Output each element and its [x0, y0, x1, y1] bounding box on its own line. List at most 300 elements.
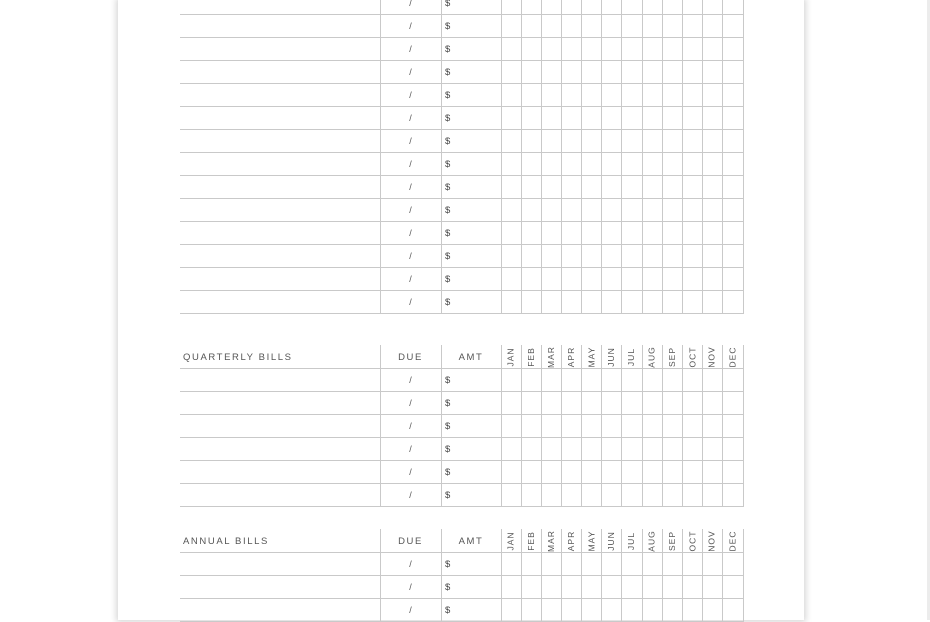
amount-field[interactable]: $	[445, 274, 451, 285]
due-date-field[interactable]: /	[409, 90, 412, 100]
grid-divider	[601, 61, 602, 84]
grid-divider	[702, 176, 703, 199]
grid-divider	[601, 392, 602, 415]
grid-divider	[621, 61, 622, 84]
grid-divider	[702, 130, 703, 153]
grid-divider	[702, 553, 703, 576]
bill-row[interactable]	[180, 199, 743, 222]
grid-divider	[501, 484, 502, 507]
grid-divider	[521, 268, 522, 291]
bill-row[interactable]	[180, 599, 743, 622]
due-date-field[interactable]: /	[409, 559, 412, 569]
grid-divider	[541, 130, 542, 153]
grid-divider	[441, 529, 442, 553]
due-date-field[interactable]: /	[409, 274, 412, 284]
grid-divider	[682, 107, 683, 130]
grid-divider	[601, 345, 602, 369]
grid-divider	[561, 130, 562, 153]
amount-field[interactable]: $	[445, 67, 451, 78]
grid-divider	[702, 38, 703, 61]
section-title: ANNUAL BILLS	[183, 536, 269, 547]
grid-divider	[380, 61, 381, 84]
grid-divider	[501, 268, 502, 291]
grid-divider	[662, 38, 663, 61]
grid-divider	[521, 130, 522, 153]
due-date-field[interactable]: /	[409, 136, 412, 146]
bill-row[interactable]	[180, 245, 743, 268]
grid-divider	[581, 461, 582, 484]
grid-divider	[541, 199, 542, 222]
grid-divider	[561, 107, 562, 130]
grid-divider	[380, 369, 381, 392]
grid-divider	[521, 61, 522, 84]
due-date-field[interactable]: /	[409, 67, 412, 77]
grid-divider	[581, 222, 582, 245]
grid-divider	[501, 438, 502, 461]
grid-divider	[662, 15, 663, 38]
month-header-jul	[621, 529, 641, 553]
grid-divider	[702, 438, 703, 461]
amount-field[interactable]: $	[445, 582, 451, 593]
grid-divider	[521, 245, 522, 268]
amount-field[interactable]: $	[445, 0, 451, 9]
grid-divider	[561, 153, 562, 176]
bill-row[interactable]	[180, 84, 743, 107]
grid-divider	[501, 84, 502, 107]
month-label: APR	[566, 346, 577, 368]
grid-divider	[441, 345, 442, 369]
bill-row[interactable]	[180, 576, 743, 599]
grid-divider	[441, 199, 442, 222]
grid-divider	[601, 415, 602, 438]
grid-divider	[662, 461, 663, 484]
month-header-sep	[662, 529, 682, 553]
amount-field[interactable]: $	[445, 251, 451, 262]
grid-divider	[441, 84, 442, 107]
grid-divider	[581, 268, 582, 291]
grid-divider	[561, 291, 562, 314]
grid-divider	[501, 599, 502, 622]
due-date-field[interactable]: /	[409, 582, 412, 592]
due-date-field[interactable]: /	[409, 113, 412, 123]
grid-divider	[380, 84, 381, 107]
grid-divider	[581, 130, 582, 153]
due-date-field[interactable]: /	[409, 444, 412, 454]
grid-divider	[702, 369, 703, 392]
grid-divider	[581, 199, 582, 222]
grid-divider	[642, 153, 643, 176]
amount-field[interactable]: $	[445, 421, 451, 432]
grid-divider	[601, 268, 602, 291]
grid-divider	[581, 176, 582, 199]
grid-divider	[561, 84, 562, 107]
grid-divider	[662, 553, 663, 576]
month-label: OCT	[687, 346, 698, 368]
grid-divider	[743, 176, 744, 199]
grid-divider	[561, 199, 562, 222]
grid-divider	[581, 61, 582, 84]
due-date-field[interactable]: /	[409, 228, 412, 238]
grid-divider	[521, 345, 522, 369]
bill-row[interactable]	[180, 268, 743, 291]
amount-field[interactable]: $	[445, 375, 451, 386]
month-label: SEP	[667, 530, 678, 552]
grid-divider	[541, 553, 542, 576]
grid-divider	[621, 107, 622, 130]
grid-divider	[662, 345, 663, 369]
due-date-field[interactable]: /	[409, 21, 412, 31]
amount-field[interactable]: $	[445, 159, 451, 170]
grid-divider	[702, 61, 703, 84]
grid-divider	[722, 176, 723, 199]
grid-divider	[702, 392, 703, 415]
grid-divider	[521, 438, 522, 461]
grid-divider	[561, 268, 562, 291]
grid-divider	[743, 392, 744, 415]
month-label: MAY	[586, 346, 597, 368]
grid-divider	[441, 107, 442, 130]
amount-column-header: AMT	[458, 352, 484, 363]
bill-row[interactable]	[180, 38, 743, 61]
grid-divider	[441, 291, 442, 314]
grid-divider	[581, 107, 582, 130]
month-header-jul	[621, 345, 641, 369]
due-date-field[interactable]: /	[409, 421, 412, 431]
grid-divider	[682, 268, 683, 291]
grid-divider	[621, 38, 622, 61]
due-date-field[interactable]: /	[409, 490, 412, 500]
grid-divider	[561, 222, 562, 245]
grid-divider	[541, 461, 542, 484]
bill-row[interactable]	[180, 415, 743, 438]
grid-line	[180, 313, 743, 314]
grid-divider	[743, 461, 744, 484]
grid-divider	[722, 222, 723, 245]
grid-divider	[380, 291, 381, 314]
grid-divider	[702, 461, 703, 484]
grid-divider	[702, 529, 703, 553]
grid-divider	[541, 61, 542, 84]
grid-divider	[662, 599, 663, 622]
grid-divider	[642, 38, 643, 61]
bill-row[interactable]	[180, 153, 743, 176]
due-date-field[interactable]: /	[409, 251, 412, 261]
bill-row[interactable]	[180, 291, 743, 314]
grid-divider	[621, 576, 622, 599]
grid-divider	[702, 0, 703, 15]
amount-field[interactable]: $	[445, 444, 451, 455]
bill-row[interactable]	[180, 553, 743, 576]
bill-row[interactable]	[180, 484, 743, 507]
grid-divider	[601, 553, 602, 576]
grid-divider	[722, 461, 723, 484]
grid-divider	[380, 345, 381, 369]
bill-row[interactable]	[180, 107, 743, 130]
due-date-field[interactable]: /	[409, 44, 412, 54]
grid-divider	[621, 529, 622, 553]
grid-divider	[541, 176, 542, 199]
grid-divider	[702, 576, 703, 599]
grid-divider	[581, 438, 582, 461]
grid-divider	[561, 176, 562, 199]
grid-divider	[642, 0, 643, 15]
grid-divider	[380, 599, 381, 622]
month-label: MAR	[546, 346, 557, 368]
grid-divider	[521, 222, 522, 245]
grid-divider	[441, 153, 442, 176]
bill-row[interactable]	[180, 61, 743, 84]
grid-divider	[380, 107, 381, 130]
amount-field[interactable]: $	[445, 136, 451, 147]
grid-divider	[501, 461, 502, 484]
grid-divider	[441, 222, 442, 245]
grid-divider	[601, 153, 602, 176]
grid-divider	[662, 438, 663, 461]
grid-divider	[682, 576, 683, 599]
bill-row[interactable]	[180, 130, 743, 153]
grid-divider	[541, 392, 542, 415]
grid-divider	[621, 599, 622, 622]
month-header-apr	[561, 345, 581, 369]
amount-field[interactable]: $	[445, 605, 451, 616]
bill-row[interactable]	[180, 461, 743, 484]
grid-divider	[743, 130, 744, 153]
month-header-nov	[702, 345, 722, 369]
grid-divider	[722, 107, 723, 130]
grid-divider	[743, 369, 744, 392]
amount-field[interactable]: $	[445, 182, 451, 193]
grid-divider	[642, 61, 643, 84]
grid-divider	[682, 61, 683, 84]
grid-divider	[441, 130, 442, 153]
grid-divider	[743, 529, 744, 553]
month-label: JUN	[606, 347, 616, 367]
month-header-jun	[601, 345, 621, 369]
grid-divider	[722, 599, 723, 622]
grid-divider	[561, 392, 562, 415]
grid-divider	[601, 461, 602, 484]
due-date-field[interactable]: /	[409, 605, 412, 615]
grid-divider	[702, 268, 703, 291]
grid-divider	[722, 392, 723, 415]
grid-divider	[642, 15, 643, 38]
grid-divider	[541, 529, 542, 553]
grid-divider	[501, 199, 502, 222]
grid-divider	[441, 576, 442, 599]
month-header-may	[581, 529, 601, 553]
amount-column-header: AMT	[458, 536, 484, 547]
amount-field[interactable]: $	[445, 490, 451, 501]
bill-row[interactable]	[180, 15, 743, 38]
grid-divider	[682, 484, 683, 507]
grid-divider	[501, 107, 502, 130]
month-header-apr	[561, 529, 581, 553]
month-label: JUN	[606, 531, 616, 551]
month-label: JUL	[626, 347, 636, 367]
grid-divider	[743, 0, 744, 15]
grid-divider	[722, 576, 723, 599]
grid-divider	[722, 245, 723, 268]
due-date-field[interactable]: /	[409, 297, 412, 307]
grid-divider	[521, 392, 522, 415]
grid-divider	[501, 176, 502, 199]
grid-divider	[621, 15, 622, 38]
grid-divider	[642, 345, 643, 369]
grid-divider	[682, 199, 683, 222]
grid-divider	[581, 369, 582, 392]
grid-divider	[380, 392, 381, 415]
due-date-field[interactable]: /	[409, 182, 412, 192]
grid-divider	[642, 415, 643, 438]
amount-field[interactable]: $	[445, 205, 451, 216]
grid-divider	[501, 553, 502, 576]
grid-divider	[743, 576, 744, 599]
grid-divider	[621, 84, 622, 107]
month-label: OCT	[687, 530, 698, 552]
grid-divider	[541, 484, 542, 507]
grid-divider	[380, 576, 381, 599]
month-label: AUG	[647, 346, 658, 368]
grid-divider	[601, 529, 602, 553]
grid-divider	[642, 176, 643, 199]
amount-field[interactable]: $	[445, 113, 451, 124]
grid-divider	[581, 553, 582, 576]
grid-divider	[501, 345, 502, 369]
month-header-may	[581, 345, 601, 369]
due-date-field[interactable]: /	[409, 0, 412, 8]
grid-divider	[601, 130, 602, 153]
grid-divider	[521, 415, 522, 438]
grid-divider	[682, 392, 683, 415]
grid-divider	[682, 438, 683, 461]
grid-divider	[621, 199, 622, 222]
grid-divider	[561, 415, 562, 438]
bill-row[interactable]	[180, 369, 743, 392]
grid-divider	[743, 222, 744, 245]
grid-divider	[642, 268, 643, 291]
month-label: DEC	[727, 530, 738, 552]
grid-divider	[702, 15, 703, 38]
month-label: MAY	[586, 530, 597, 552]
due-date-field[interactable]: /	[409, 159, 412, 169]
grid-divider	[722, 153, 723, 176]
amount-field[interactable]: $	[445, 44, 451, 55]
grid-divider	[441, 176, 442, 199]
grid-divider	[501, 291, 502, 314]
grid-divider	[601, 15, 602, 38]
grid-divider	[662, 268, 663, 291]
month-label: APR	[566, 530, 577, 552]
grid-divider	[642, 84, 643, 107]
month-label: NOV	[707, 530, 718, 552]
grid-divider	[521, 484, 522, 507]
grid-divider	[642, 107, 643, 130]
due-date-field[interactable]: /	[409, 205, 412, 215]
grid-divider	[601, 0, 602, 15]
due-date-field[interactable]: /	[409, 398, 412, 408]
grid-divider	[441, 392, 442, 415]
grid-divider	[541, 291, 542, 314]
grid-divider	[601, 199, 602, 222]
grid-divider	[601, 84, 602, 107]
grid-divider	[380, 461, 381, 484]
grid-divider	[743, 245, 744, 268]
grid-divider	[682, 38, 683, 61]
grid-divider	[662, 392, 663, 415]
amount-field[interactable]: $	[445, 90, 451, 101]
month-label: JUL	[626, 531, 636, 551]
month-header-jan	[501, 345, 521, 369]
quarterly-bills-section-header	[180, 345, 743, 369]
grid-divider	[380, 484, 381, 507]
grid-divider	[541, 15, 542, 38]
grid-divider	[380, 176, 381, 199]
grid-divider	[621, 245, 622, 268]
grid-divider	[662, 130, 663, 153]
grid-divider	[521, 529, 522, 553]
grid-divider	[722, 199, 723, 222]
month-header-oct	[682, 345, 702, 369]
grid-divider	[621, 461, 622, 484]
amount-field[interactable]: $	[445, 467, 451, 478]
month-header-nov	[702, 529, 722, 553]
bill-row[interactable]	[180, 176, 743, 199]
grid-divider	[621, 268, 622, 291]
grid-divider	[702, 599, 703, 622]
grid-divider	[621, 176, 622, 199]
grid-divider	[642, 369, 643, 392]
grid-divider	[642, 199, 643, 222]
grid-divider	[743, 599, 744, 622]
grid-divider	[380, 15, 381, 38]
grid-divider	[521, 0, 522, 15]
month-header-mar	[541, 345, 561, 369]
grid-divider	[561, 553, 562, 576]
bill-row[interactable]	[180, 0, 743, 15]
grid-divider	[441, 415, 442, 438]
month-header-oct	[682, 529, 702, 553]
month-header-sep	[662, 345, 682, 369]
amount-field[interactable]: $	[445, 297, 451, 308]
grid-divider	[501, 15, 502, 38]
grid-divider	[541, 345, 542, 369]
amount-field[interactable]: $	[445, 398, 451, 409]
amount-field[interactable]: $	[445, 559, 451, 570]
bill-row[interactable]	[180, 438, 743, 461]
month-label: JAN	[506, 347, 516, 367]
grid-divider	[662, 484, 663, 507]
grid-divider	[743, 268, 744, 291]
amount-field[interactable]: $	[445, 228, 451, 239]
grid-divider	[521, 553, 522, 576]
grid-divider	[621, 222, 622, 245]
grid-divider	[601, 107, 602, 130]
grid-divider	[380, 199, 381, 222]
grid-divider	[541, 38, 542, 61]
grid-divider	[380, 0, 381, 15]
bill-row[interactable]	[180, 392, 743, 415]
grid-divider	[662, 291, 663, 314]
grid-divider	[642, 291, 643, 314]
grid-divider	[501, 38, 502, 61]
grid-divider	[642, 222, 643, 245]
amount-field[interactable]: $	[445, 21, 451, 32]
grid-divider	[380, 130, 381, 153]
grid-divider	[743, 553, 744, 576]
bill-row[interactable]	[180, 222, 743, 245]
due-date-field[interactable]: /	[409, 467, 412, 477]
due-date-field[interactable]: /	[409, 375, 412, 385]
